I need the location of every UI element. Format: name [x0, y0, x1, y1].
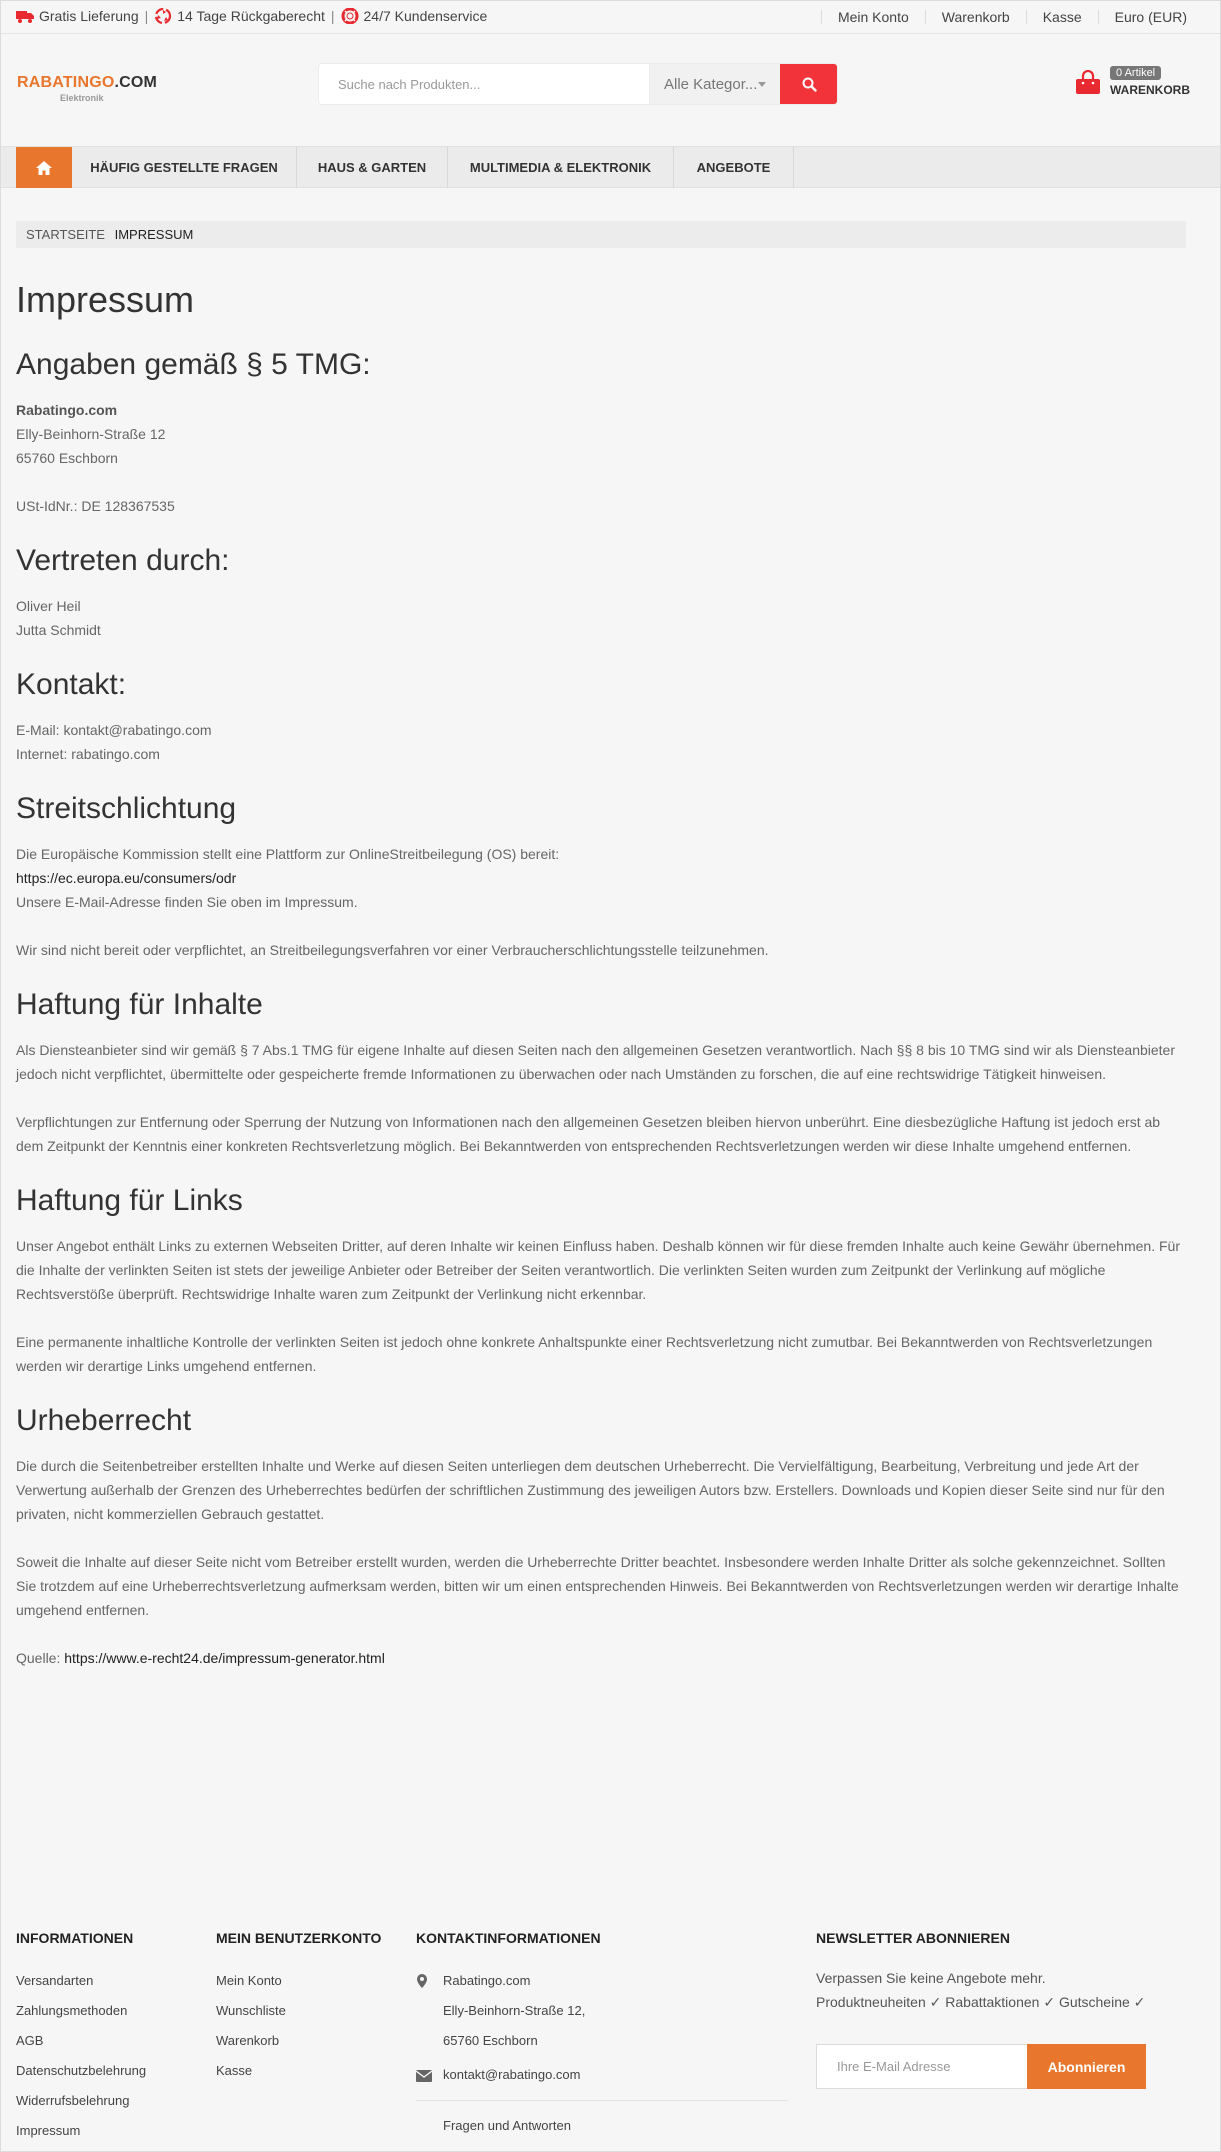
footer-contact-heading: KONTAKTINFORMATIONEN — [416, 1930, 601, 1946]
company-street: Elly-Beinhorn-Straße 12 — [16, 426, 166, 442]
footer-faq-link[interactable]: Fragen und Antworten — [443, 2118, 571, 2133]
cart-label: WARENKORB — [1110, 83, 1190, 97]
footer-address — [416, 1966, 788, 2056]
footer-newsletter-heading: NEWSLETTER ABONNIEREN — [816, 1930, 1010, 1946]
service-text: 24/7 Kundenservice — [363, 8, 488, 24]
dispute-paragraph-1b: Unsere E-Mail-Adresse finden Sie oben im Impressum. — [16, 894, 358, 910]
representative-1: Oliver Heil — [16, 598, 81, 614]
company-city: 65760 Eschborn — [16, 450, 118, 466]
category-select[interactable] — [649, 64, 780, 104]
footer-contact-email[interactable]: kontakt@rabatingo.com — [443, 2067, 581, 2082]
footer-link-shipping[interactable]: Versandarten — [16, 1973, 94, 1988]
odr-link[interactable]: https://ec.europa.eu/consumers/odr — [16, 870, 237, 886]
shopping-bag-icon — [1075, 70, 1101, 96]
vat-id: USt-IdNr.: DE 128367535 — [16, 498, 175, 514]
footer-contact-city: 65760 Eschborn — [443, 2033, 538, 2048]
top-bar-links — [821, 0, 1187, 34]
breadcrumb-current: IMPRESSUM — [114, 227, 194, 242]
category-select-value: Alle Kategor... — [664, 75, 758, 93]
footer-account-heading: MEIN BENUTZERKONTO — [216, 1930, 382, 1946]
home-icon — [35, 160, 53, 176]
search-icon — [802, 77, 817, 92]
footer-info-column — [16, 1930, 206, 2146]
separator: | — [330, 8, 335, 24]
dispute-heading: Streitschlichtung — [16, 792, 237, 825]
nav-item-faq[interactable]: HÄUFIG GESTELLTE FRAGEN — [72, 147, 297, 188]
contact-email: E-Mail: kontakt@rabatingo.com — [16, 722, 212, 738]
dispute-paragraph-2: Wir sind nicht bereit oder verpflichtet, an Streitbeilegungsverfahren vor einer Verbraucherschlichtungsstelle teilzunehmen. — [16, 942, 769, 958]
currency-selector[interactable]: Euro (EUR) — [1098, 10, 1187, 24]
chevron-down-icon — [758, 82, 766, 87]
free-shipping-text: Gratis Lieferung — [39, 8, 139, 24]
liability-links-paragraph-1: Unser Angebot enthält Links zu externen Webseiten Dritter, auf deren Inhalte wir keinen Einfluss haben. Deshalb können wir für diese fremden Inhalte auch keine Gewähr übernehmen. Für die Inhalte der verlinkten Seiten ist stets der jeweilige Anbieter oder Betreiber der Seiten verantwortlich. Die verlinkten Seiten wurden zum Zeitpunkt der Verlinkung auf mögliche Rechtsverstöße überprüft. Rechtswidrige Inhalte waren zum Zeitpunkt der Verlinkung nicht erkennbar. — [16, 1238, 1180, 1302]
footer-contact-street: Elly-Beinhorn-Straße 12, — [443, 2003, 586, 2018]
liability-links-paragraph-2: Eine permanente inhaltliche Kontrolle der verlinkten Seiten ist jedoch ohne konkrete Anhaltspunkte einer Rechtsverletzung nicht zumutbar. Bei Bekanntwerden von Rechtsverletzungen werden wir derartige Links umgehend entfernen. — [16, 1334, 1153, 1374]
footer-link-cart[interactable]: Warenkorb — [216, 2033, 280, 2048]
footer-email — [416, 2060, 788, 2090]
footer-link-withdrawal[interactable]: Widerrufsbelehrung — [16, 2093, 130, 2108]
truck-icon — [16, 8, 34, 24]
top-bar-benefits — [16, 8, 487, 24]
logo-text: RABATINGO.COM — [17, 74, 158, 91]
contact-heading: Kontakt: — [16, 668, 127, 701]
main-navigation — [0, 146, 1221, 188]
footer-link-privacy[interactable]: Datenschutzbelehrung — [16, 2063, 147, 2078]
home-button[interactable] — [16, 147, 72, 188]
footer-link-checkout[interactable]: Kasse — [216, 2063, 253, 2078]
search-button[interactable] — [780, 63, 838, 105]
copyright-paragraph-1: Die durch die Seitenbetreiber erstellten Inhalte und Werke auf diesen Seiten unterliegen dem deutschen Urheberrecht. Die Vervielfältigung, Bearbeitung, Verbreitung und jede Art der Verwertung außerhalb der Grenzen des Urheberrechtes bedürfen der schriftlichen Zustimmung des jeweiligen Autors bzw. Erstellers. Downloads und Kopien dieser Seite sind nur für den privaten, nicht kommerziellen Gebrauch gestattet. — [16, 1458, 1165, 1522]
footer-link-my-account[interactable]: Mein Konto — [216, 1973, 282, 1988]
top-bar — [0, 0, 1221, 34]
search-bar — [318, 63, 838, 105]
source-link[interactable]: https://www.e-recht24.de/impressum-generator.html — [64, 1650, 385, 1666]
copyright-paragraph-2: Soweit die Inhalte auf dieser Seite nicht vom Betreiber erstellt wurden, werden die Urheberrechte Dritter beachtet. Insbesondere werden Inhalte Dritter als solche gekennzeichnet. Sollten Sie trotzdem auf eine Urheberrechtsverletzung aufmerksam werden, bitten wir um einen entsprechenden Hinweis. Bei Bekanntwerden von Rechtsverletzungen werden wir derartige Inhalte umgehend entfernen. — [16, 1554, 1179, 1618]
dispute-paragraph-1: Die Europäische Kommission stellt eine Plattform zur OnlineStreitbeilegung (OS) bereit: — [16, 846, 560, 862]
liability-content-paragraph-2: Verpflichtungen zur Entfernung oder Sperrung der Nutzung von Informationen nach den allgemeinen Gesetzen bleiben hiervon unberührt. Eine diesbezügliche Haftung ist jedoch erst ab dem Zeitpunkt der Kenntnis einer konkreten Rechtsverletzung möglich. Bei Bekanntwerden von entsprechenden Rechtsverletzungen werden wir diese Inhalte umgehend entfernen. — [16, 1114, 1161, 1154]
checkout-link[interactable]: Kasse — [1026, 10, 1098, 24]
footer-info-heading: INFORMATIONEN — [16, 1930, 134, 1946]
recycle-icon — [154, 8, 172, 24]
main-content — [16, 270, 1186, 1670]
page-title: Impressum — [16, 279, 195, 320]
envelope-icon — [416, 2070, 432, 2082]
footer-account-column — [216, 1930, 406, 2086]
divider — [416, 2100, 788, 2101]
nav-item-house-garden[interactable]: HAUS & GARTEN — [297, 147, 448, 188]
footer-link-wishlist[interactable]: Wunschliste — [216, 2003, 286, 2018]
tmg-heading: Angaben gemäß § 5 TMG: — [16, 348, 371, 381]
newsletter-form — [816, 2044, 1146, 2089]
nav-item-multimedia-electronics[interactable]: MULTIMEDIA & ELEKTRONIK — [448, 147, 674, 188]
footer-contact-column — [416, 1930, 788, 2141]
footer-newsletter-column — [816, 1930, 1186, 2075]
newsletter-text-2: Produktneuheiten ✓ Rabattaktionen ✓ Gutscheine ✓ — [816, 1994, 1146, 2010]
copyright-heading: Urheberrecht — [16, 1404, 192, 1437]
footer-link-payment[interactable]: Zahlungsmethoden — [16, 2003, 128, 2018]
cart-count-badge: 0 Artikel — [1110, 66, 1161, 80]
footer-link-terms[interactable]: AGB — [16, 2033, 44, 2048]
breadcrumb-home[interactable]: STARTSEITE — [26, 227, 105, 242]
newsletter-subscribe-button[interactable]: Abonnieren — [1027, 2044, 1146, 2089]
company-name: Rabatingo.com — [16, 402, 118, 418]
breadcrumb — [16, 221, 1186, 248]
lifebuoy-icon — [341, 8, 359, 24]
representative-2: Jutta Schmidt — [16, 622, 101, 638]
site-logo[interactable] — [17, 74, 158, 103]
source-line — [16, 1646, 1186, 1670]
nav-item-offers[interactable]: ANGEBOTE — [674, 147, 794, 188]
my-account-link[interactable]: Mein Konto — [821, 10, 925, 24]
footer-link-imprint[interactable]: Impressum — [16, 2123, 81, 2138]
returns-text: 14 Tage Rückgaberecht — [177, 8, 325, 24]
footer-contact-name: Rabatingo.com — [443, 1973, 531, 1988]
liability-content-paragraph-1: Als Diensteanbieter sind wir gemäß § 7 Abs.1 TMG für eigene Inhalte auf diesen Seiten nach den allgemeinen Gesetzen verantwortlich. Nach §§ 8 bis 10 TMG sind wir als Diensteanbieter jedoch nicht verpflichtet, übermittelte oder gespeicherte fremde Informationen zu überwachen oder nach Umständen zu forschen, die auf eine rechtswidrige Tätigkeit hinweisen. — [16, 1042, 1175, 1082]
logo-subtitle: Elektronik — [60, 93, 104, 103]
representatives-heading: Vertreten durch: — [16, 544, 230, 577]
source-label: Quelle: — [16, 1650, 61, 1666]
search-input[interactable] — [319, 64, 649, 104]
newsletter-email-input[interactable] — [816, 2044, 1027, 2089]
liability-links-heading: Haftung für Links — [16, 1184, 243, 1217]
contact-internet: Internet: rabatingo.com — [16, 746, 160, 762]
map-marker-icon — [416, 1974, 428, 1988]
liability-content-heading: Haftung für Inhalte — [16, 988, 263, 1021]
cart-link[interactable]: Warenkorb — [925, 10, 1026, 24]
separator: | — [144, 8, 149, 24]
newsletter-text-1: Verpassen Sie keine Angebote mehr. — [816, 1970, 1046, 1986]
